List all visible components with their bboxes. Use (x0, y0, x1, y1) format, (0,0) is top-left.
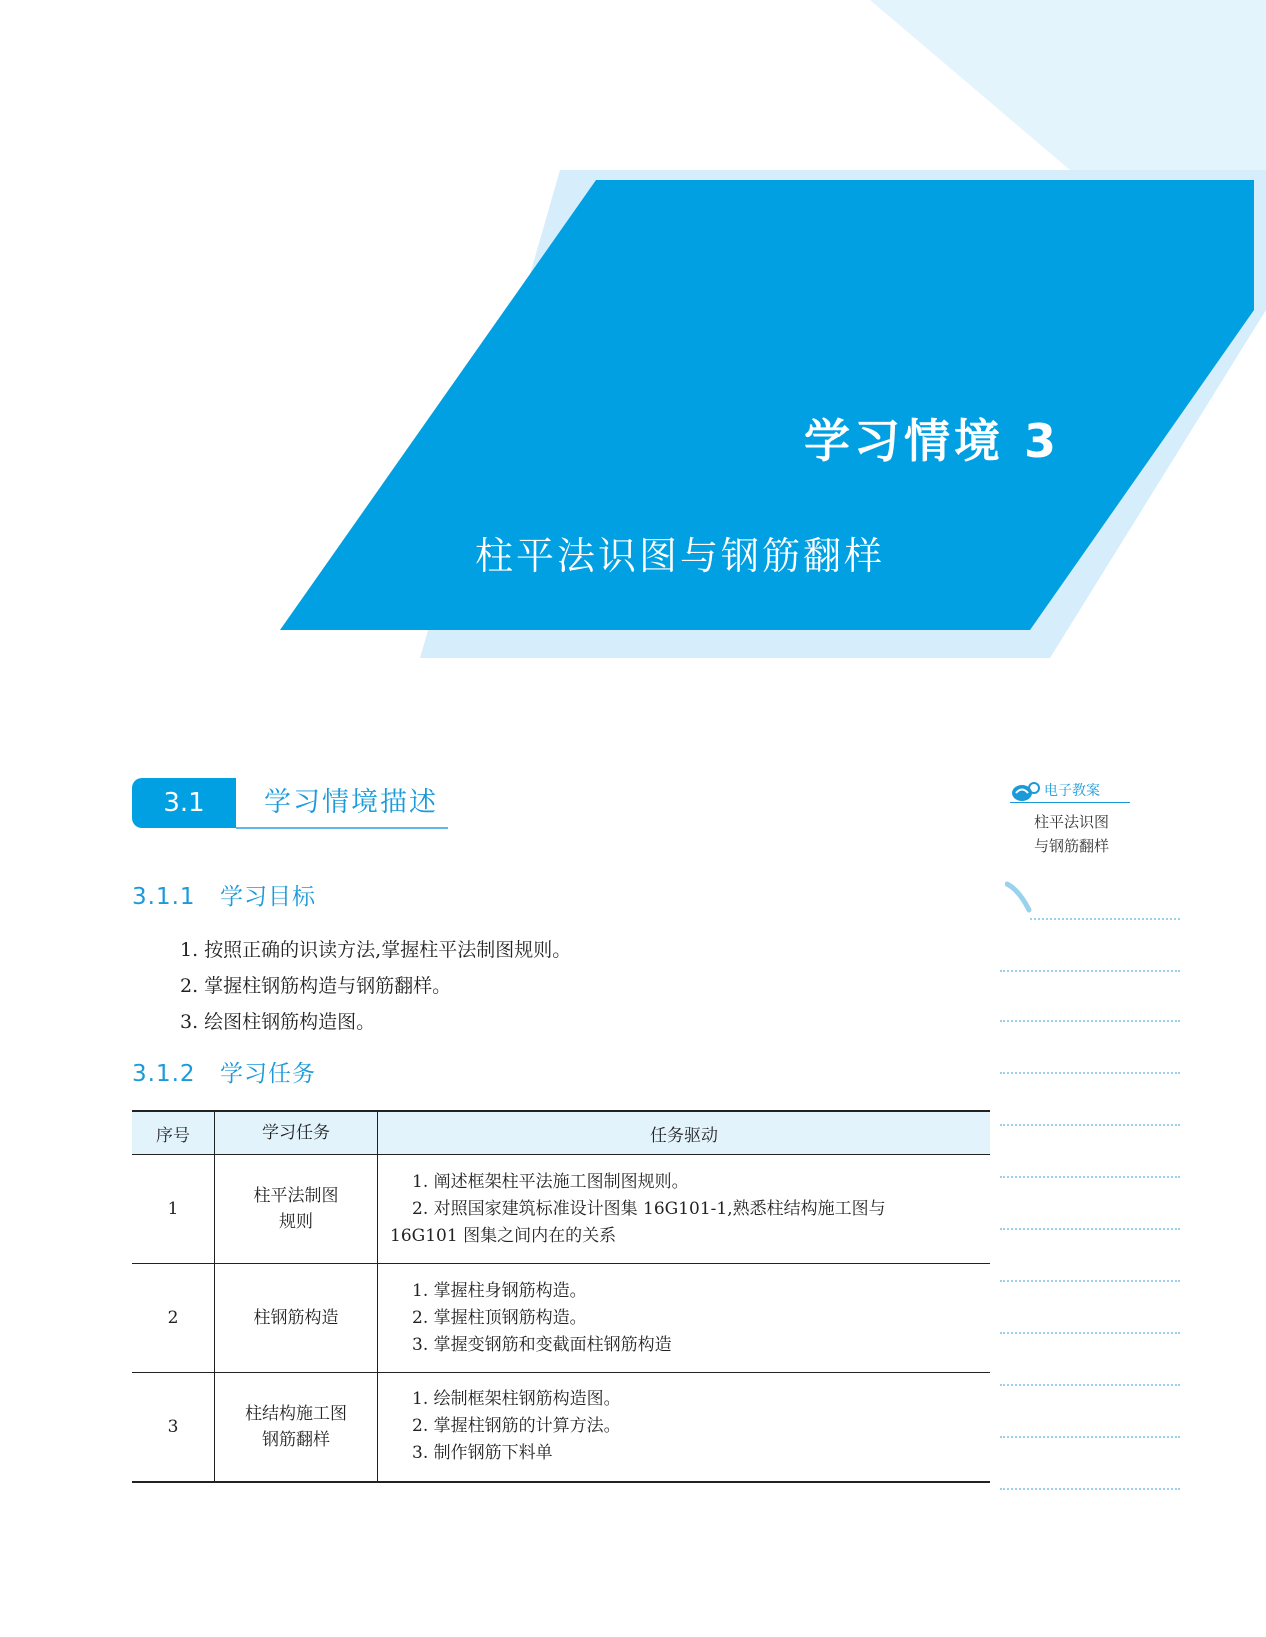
note-line (1000, 1072, 1180, 1074)
note-line (1000, 970, 1180, 972)
task-line: 规则 (279, 1212, 313, 1232)
courseware-tag: 电子教案 (1010, 780, 1130, 803)
goal-item: 1. 按照正确的识读方法,掌握柱平法制图规则。 (180, 939, 572, 961)
note-line (1000, 1020, 1180, 1022)
task-line: 柱钢筋构造 (253, 1308, 339, 1328)
drive-line: 1. 阐述框架柱平法施工图制图规则。 (412, 1171, 689, 1192)
section-heading (132, 778, 448, 828)
header-task: 学习任务 (215, 1111, 378, 1155)
cell-drive (378, 1155, 991, 1264)
task-line: 柱结构施工图 (245, 1403, 347, 1424)
subsection-heading-tasks (132, 1055, 316, 1088)
drive-line: 1. 绘制框架柱钢筋构造图。 (412, 1389, 621, 1410)
drive-line: 1. 掌握柱身钢筋构造。 (412, 1280, 587, 1301)
note-line (1000, 1176, 1180, 1178)
task-table (132, 1110, 990, 1483)
cell-drive (378, 1264, 991, 1373)
chapter-banner (0, 0, 1266, 700)
section-title: 学习情境描述 (264, 787, 438, 818)
note-line (1000, 1280, 1180, 1282)
section-underline (236, 827, 448, 829)
cell-task (215, 1155, 378, 1264)
subsection-heading-goals (132, 878, 316, 911)
subsection-number: 3.1.1 (132, 884, 196, 910)
subsection-number: 3.1.2 (132, 1061, 196, 1087)
note-line (1000, 1436, 1180, 1438)
header-drive: 任务驱动 (378, 1111, 991, 1155)
chapter-subtitle: 柱平法识图与钢筋翻样 (474, 534, 885, 578)
note-line (1030, 918, 1180, 920)
subsection-title: 学习目标 (220, 884, 316, 910)
drive-line: 2. 掌握柱顶钢筋构造。 (412, 1307, 587, 1328)
note-line (1000, 1384, 1180, 1386)
drive-line: 2. 掌握柱钢筋的计算方法。 (412, 1416, 621, 1437)
goal-item: 3. 绘图柱钢筋构造图。 (180, 1011, 376, 1033)
table-header-row (132, 1111, 990, 1155)
section-number: 3.1 (132, 778, 236, 828)
task-line: 柱平法制图 (253, 1186, 339, 1206)
note-line (1000, 1488, 1180, 1490)
cell-task (215, 1373, 378, 1482)
drive-line: 16G101 图集之间内在的关系 (390, 1225, 617, 1246)
goal-item: 2. 掌握柱钢筋构造与钢筋翻样。 (180, 975, 452, 997)
table-row (132, 1373, 990, 1482)
task-line: 钢筋翻样 (262, 1429, 330, 1450)
drive-line: 2. 对照国家建筑标准设计图集 16G101-1,熟悉柱结构施工图与 (412, 1198, 886, 1219)
pen-icon (1005, 880, 1035, 920)
cell-no: 1 (132, 1155, 215, 1264)
banner-back-shape (780, 0, 1266, 170)
drive-line: 3. 制作钢筋下料单 (412, 1443, 553, 1464)
courseware-subtitle-line: 柱平法识图 (1034, 813, 1110, 831)
table-row (132, 1155, 990, 1264)
courseware-subtitle (1034, 810, 1109, 858)
note-line (1000, 1228, 1180, 1230)
cell-task (215, 1264, 378, 1373)
drive-line: 3. 掌握变钢筋和变截面柱钢筋构造 (412, 1334, 672, 1355)
subsection-title: 学习任务 (220, 1061, 316, 1087)
chapter-title: 学习情境 3 (803, 414, 1060, 468)
note-line (1000, 1124, 1180, 1126)
cell-no: 2 (132, 1264, 215, 1373)
table-row (132, 1264, 990, 1373)
courseware-subtitle-line: 与钢筋翻样 (1034, 837, 1110, 855)
note-line (1000, 1332, 1180, 1334)
cell-no: 3 (132, 1373, 215, 1482)
header-no: 序号 (132, 1111, 215, 1155)
goals-list (180, 932, 571, 1040)
cell-drive (378, 1373, 991, 1482)
